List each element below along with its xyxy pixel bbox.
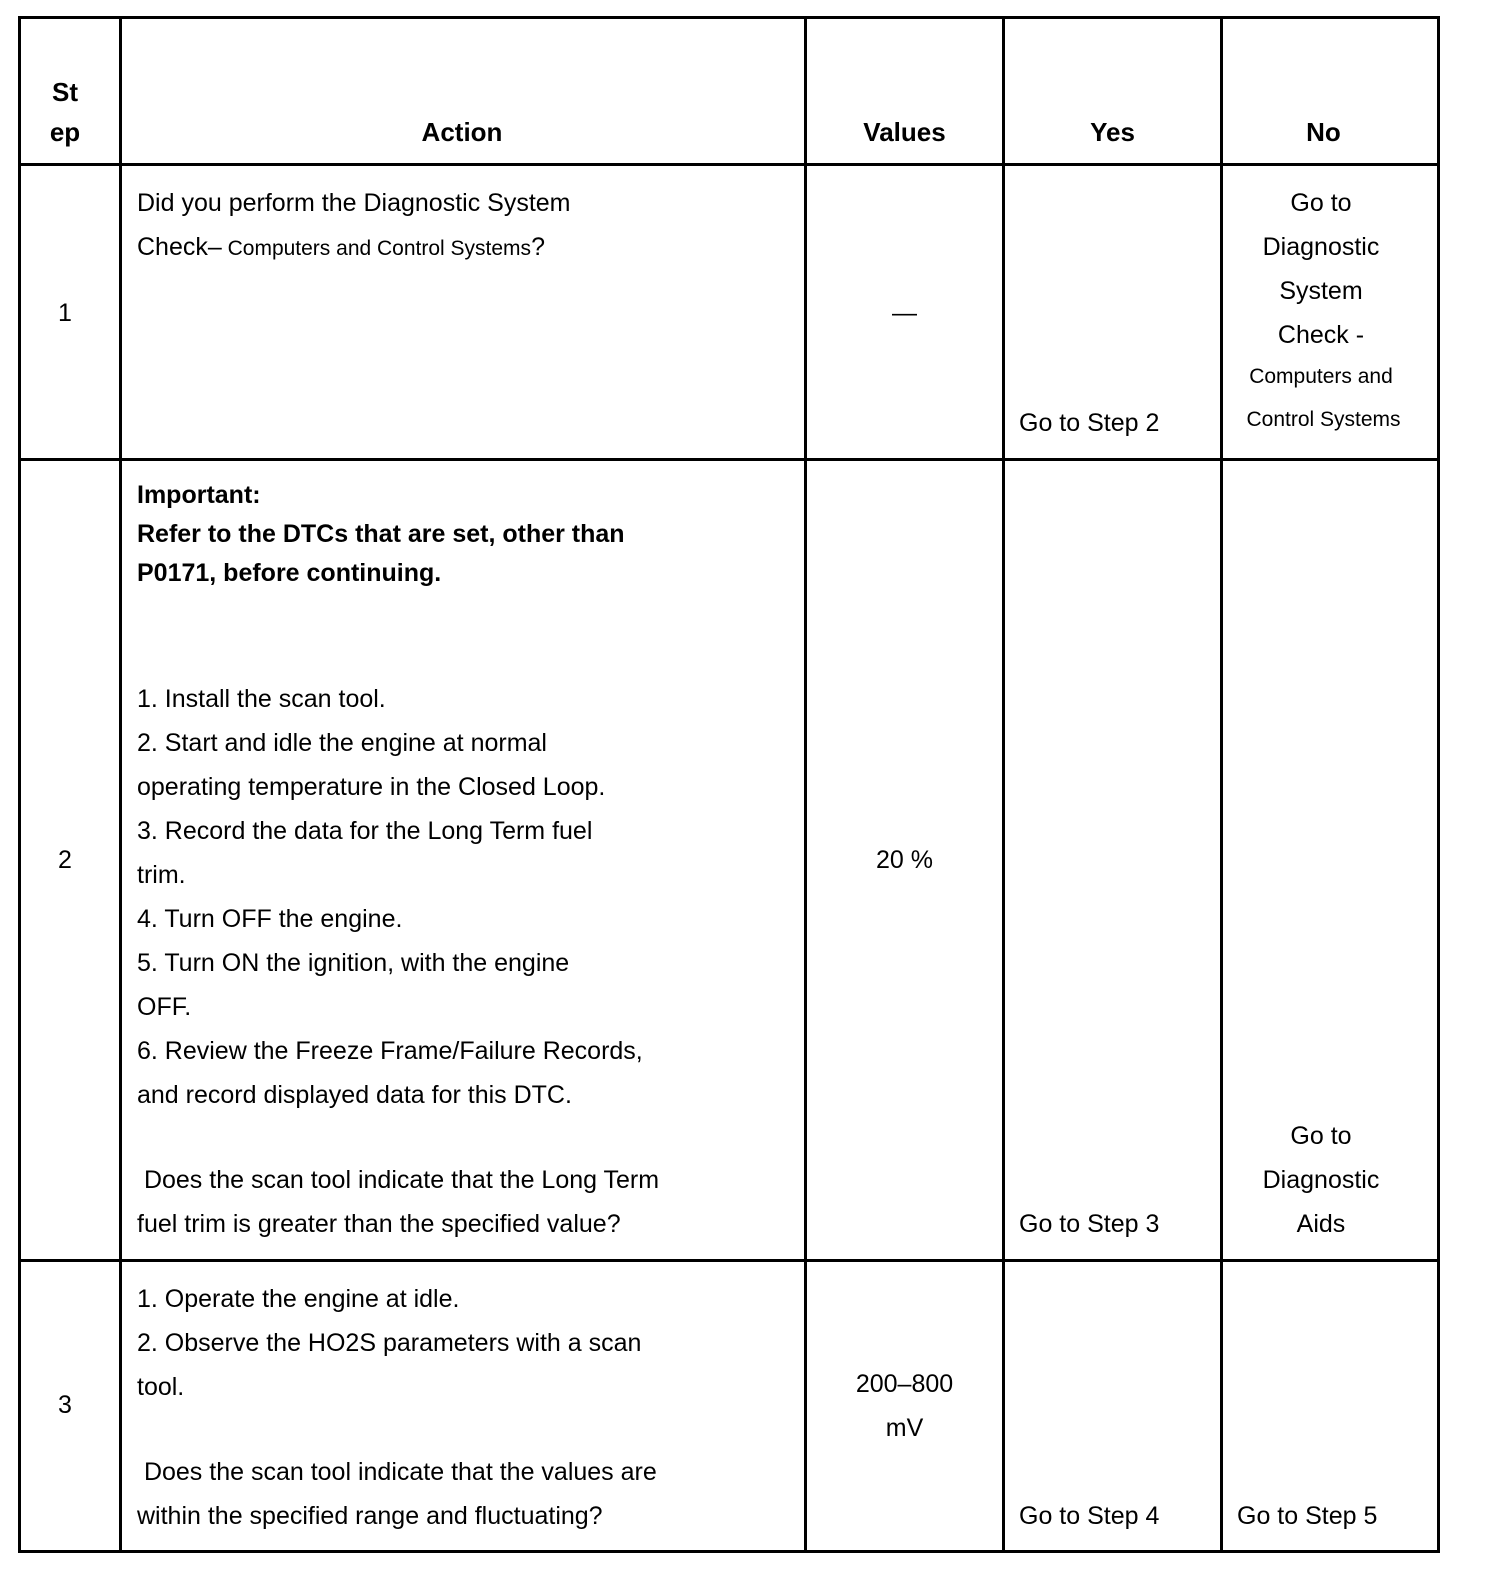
header-action: Action bbox=[421, 117, 503, 147]
header-step-line2: ep bbox=[49, 117, 81, 147]
no-link-line[interactable]: Check - bbox=[1277, 321, 1365, 349]
no-link-line[interactable]: Diagnostic bbox=[1262, 1166, 1380, 1194]
procedure-line: 5. Turn ON the ignition, with the engine bbox=[137, 949, 570, 977]
yes-link[interactable]: Go to Step 4 bbox=[1019, 1502, 1160, 1530]
value-cell: mV bbox=[885, 1414, 924, 1442]
header-no: No bbox=[1306, 117, 1341, 147]
yes-link[interactable]: Go to Step 2 bbox=[1019, 409, 1160, 437]
column-divider bbox=[119, 19, 122, 1550]
procedure-line: tool. bbox=[137, 1373, 185, 1401]
row-divider bbox=[21, 458, 1437, 461]
diagnostic-table bbox=[18, 16, 1440, 1553]
no-link[interactable]: Go to Step 5 bbox=[1237, 1502, 1378, 1530]
value-cell: 200–800 bbox=[855, 1370, 954, 1398]
procedure-line: 2. Observe the HO2S parameters with a scan bbox=[137, 1329, 642, 1357]
step-number: 1 bbox=[58, 299, 72, 327]
row-divider bbox=[21, 1259, 1437, 1262]
column-divider bbox=[804, 19, 807, 1550]
question-line: Does the scan tool indicate that the Long Term bbox=[137, 1166, 660, 1194]
row-divider bbox=[21, 163, 1437, 166]
header-step-line1: St bbox=[52, 77, 78, 107]
no-link-line[interactable]: Go to bbox=[1290, 1122, 1352, 1150]
no-link-line[interactable]: Diagnostic bbox=[1262, 233, 1380, 261]
action-text: Check– bbox=[137, 233, 222, 261]
header-yes: Yes bbox=[1090, 117, 1135, 147]
column-divider bbox=[1002, 19, 1005, 1550]
procedure-line: 4. Turn OFF the engine. bbox=[137, 905, 403, 933]
procedure-line: trim. bbox=[137, 861, 186, 889]
value-cell: 20 % bbox=[876, 846, 933, 874]
procedure-line: 1. Operate the engine at idle. bbox=[137, 1285, 460, 1313]
step-number: 2 bbox=[58, 846, 72, 874]
procedure-line: 6. Review the Freeze Frame/Failure Records, bbox=[137, 1037, 643, 1065]
action-text: ? bbox=[531, 233, 545, 261]
question-line: fuel trim is greater than the specified value? bbox=[137, 1210, 621, 1238]
important-note: P0171, before continuing. bbox=[137, 559, 442, 587]
procedure-line: operating temperature in the Closed Loop. bbox=[137, 773, 606, 801]
question-line: within the specified range and fluctuating? bbox=[137, 1502, 603, 1530]
procedure-line: and record displayed data for this DTC. bbox=[137, 1081, 572, 1109]
value-cell: — bbox=[892, 299, 917, 327]
question-line: Does the scan tool indicate that the values are bbox=[137, 1458, 657, 1486]
no-link-line[interactable]: Go to bbox=[1290, 189, 1352, 217]
action-text-small: Computers and Control Systems bbox=[221, 237, 532, 260]
no-link-line[interactable]: System bbox=[1279, 277, 1363, 305]
action-line: Did you perform the Diagnostic System bbox=[137, 189, 571, 217]
step-number: 3 bbox=[58, 1391, 72, 1419]
procedure-line: 2. Start and idle the engine at normal bbox=[137, 729, 547, 757]
procedure-line: OFF. bbox=[137, 993, 192, 1021]
header-values: Values bbox=[863, 117, 946, 147]
important-note: Refer to the DTCs that are set, other than bbox=[137, 520, 625, 548]
action-line bbox=[137, 233, 545, 262]
no-link-line[interactable]: Aids bbox=[1296, 1210, 1346, 1238]
procedure-line: 3. Record the data for the Long Term fuel bbox=[137, 817, 593, 845]
important-label: Important: bbox=[137, 481, 261, 509]
no-link-line[interactable]: Computers and bbox=[1249, 365, 1393, 388]
no-link-line[interactable]: Control Systems bbox=[1246, 408, 1401, 431]
procedure-line: 1. Install the scan tool. bbox=[137, 685, 386, 713]
yes-link[interactable]: Go to Step 3 bbox=[1019, 1210, 1160, 1238]
